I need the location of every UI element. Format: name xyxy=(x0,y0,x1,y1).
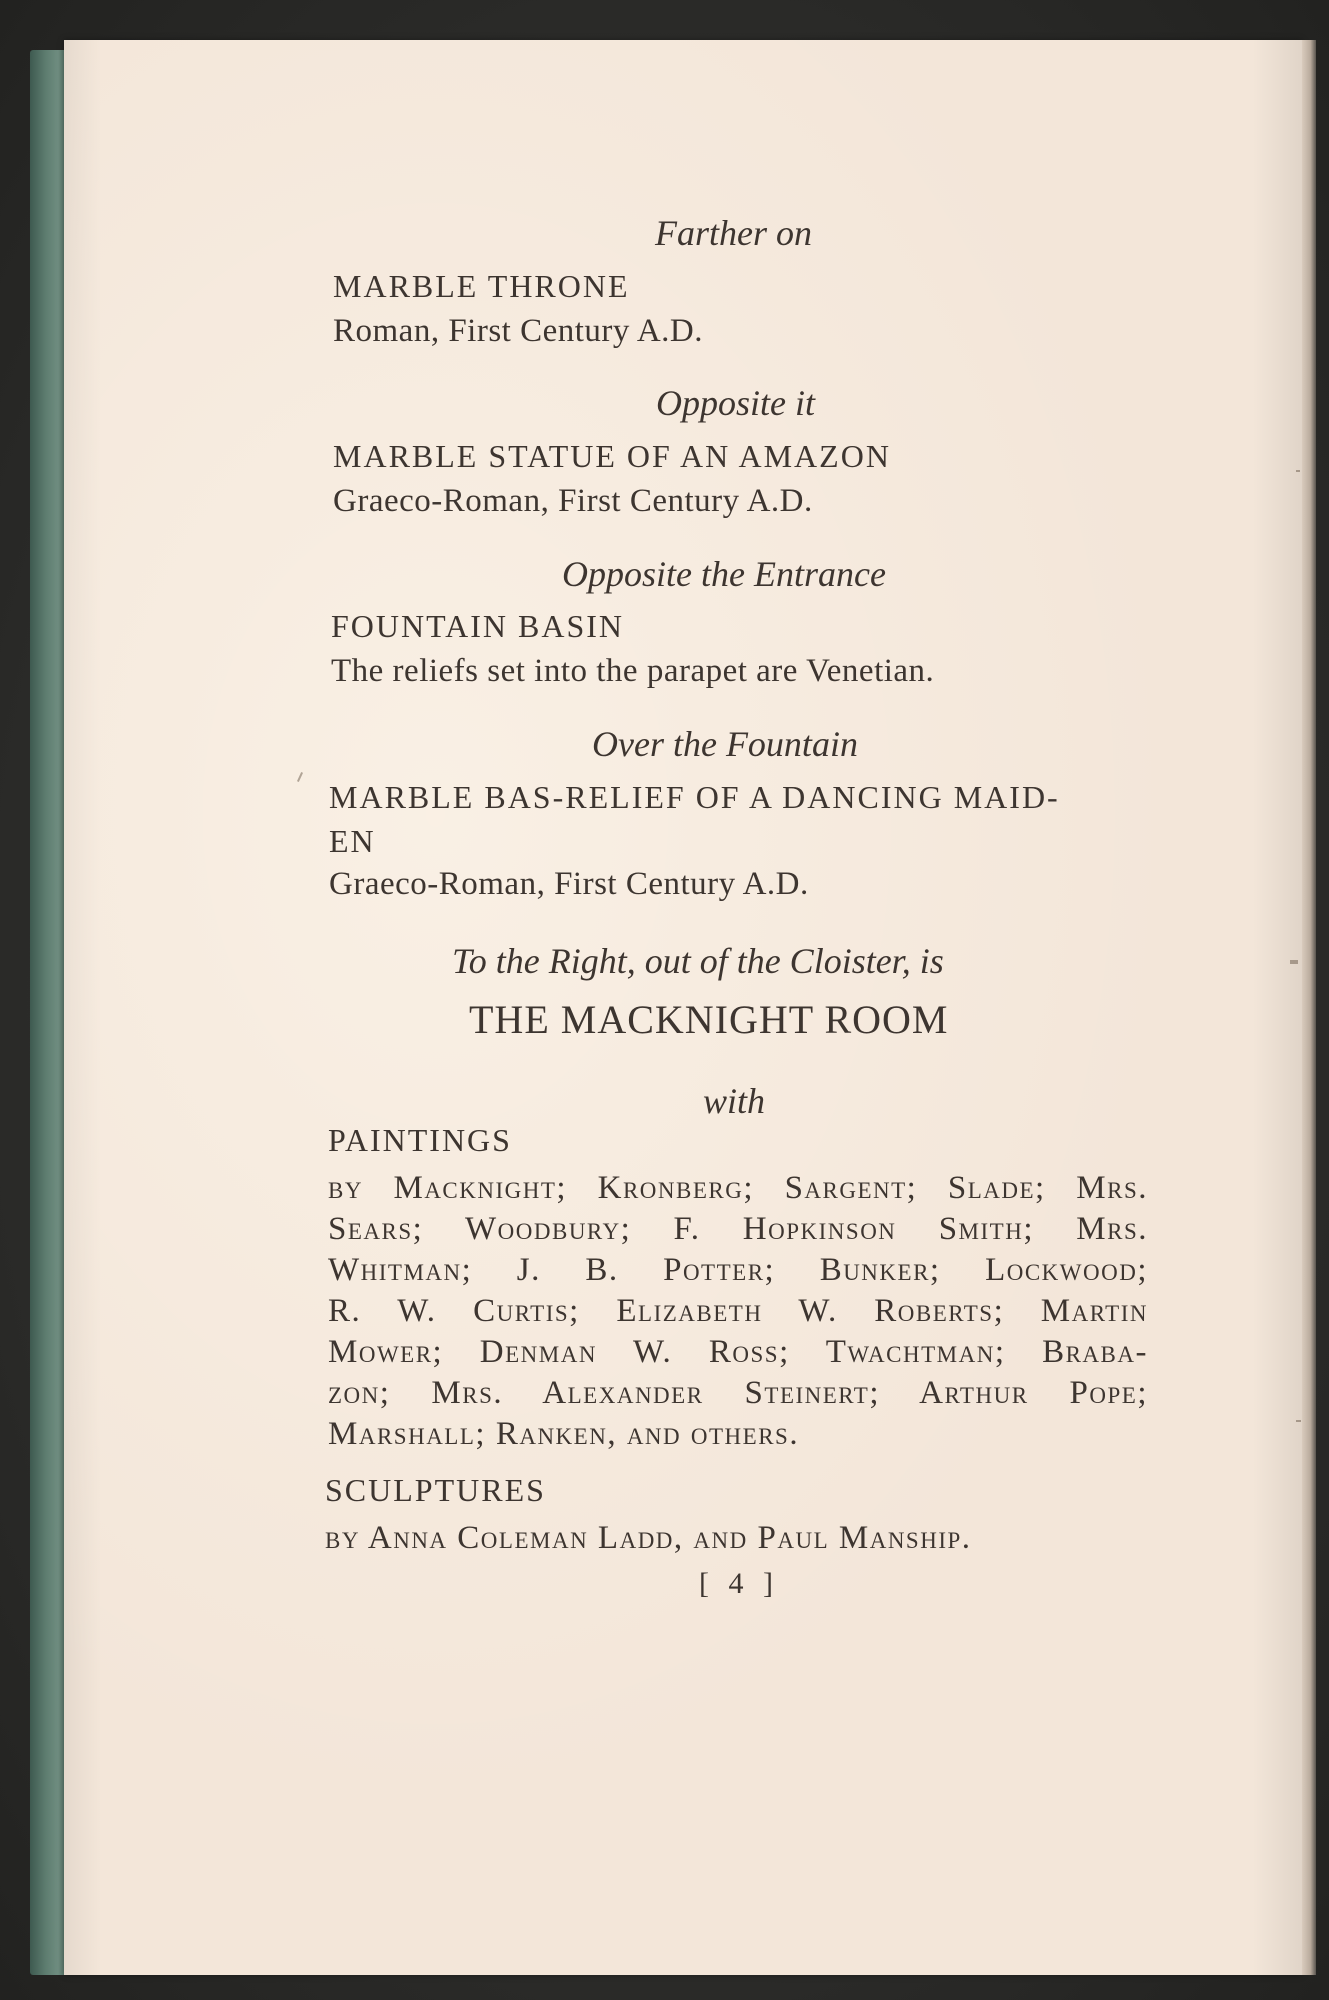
sculptures-heading: SCULPTURES xyxy=(325,1472,546,1508)
paintings-line: zon; Mrs. Alexander Steinert; Arthur Pope; xyxy=(328,1375,1148,1411)
section-intro-opposite-entrance: Opposite the Entrance xyxy=(562,554,886,594)
section-title-marble-throne: MARBLE THRONE xyxy=(333,268,630,304)
room-name: THE MACKNIGHT ROOM xyxy=(469,997,949,1042)
paper-speck xyxy=(1296,1420,1301,1422)
page-number: [ 4 ] xyxy=(699,1567,779,1600)
section-intro-farther-on: Farther on xyxy=(655,213,812,253)
page-edge xyxy=(1302,40,1316,1975)
section-title-bas-relief-line-1: MARBLE BAS-RELIEF OF A DANCING MAID- xyxy=(329,779,1060,815)
room-intro: To the Right, out of the Cloister, is xyxy=(452,941,944,981)
paintings-line: Whitman; J. B. Potter; Bunker; Lockwood; xyxy=(328,1252,1148,1288)
section-title-bas-relief-line-2: EN xyxy=(329,823,376,859)
section-detail-graeco-roman-2: Graeco-Roman, First Century A.D. xyxy=(329,866,809,902)
paper-speck xyxy=(1290,960,1298,964)
section-detail-roman: Roman, First Century A.D. xyxy=(333,313,704,349)
section-detail-graeco-roman: Graeco-Roman, First Century A.D. xyxy=(333,483,813,519)
section-intro-over-fountain: Over the Fountain xyxy=(592,724,858,764)
room-with: with xyxy=(703,1081,766,1121)
section-detail-reliefs: The reliefs set into the parapet are Venetian. xyxy=(331,653,935,689)
section-title-fountain-basin: FOUNTAIN BASIN xyxy=(331,608,624,644)
paintings-line: Sears; Woodbury; F. Hopkinson Smith; Mrs. xyxy=(328,1211,1148,1247)
section-title-amazon: MARBLE STATUE OF AN AMAZON xyxy=(333,438,891,474)
paintings-heading: PAINTINGS xyxy=(328,1122,512,1158)
paintings-line: Mower; Denman W. Ross; Twachtman; Braba- xyxy=(328,1334,1148,1370)
paintings-line: R. W. Curtis; Elizabeth W. Roberts; Martin xyxy=(328,1293,1148,1329)
sculptures-line: by Anna Coleman Ladd, and Paul Manship. xyxy=(325,1520,972,1556)
paintings-line-last: Marshall; Ranken, and others. xyxy=(328,1416,800,1452)
section-intro-opposite-it: Opposite it xyxy=(656,383,815,423)
paper-speck xyxy=(1296,470,1300,472)
paintings-line: by Macknight; Kronberg; Sargent; Slade; Mrs. xyxy=(328,1170,1148,1206)
